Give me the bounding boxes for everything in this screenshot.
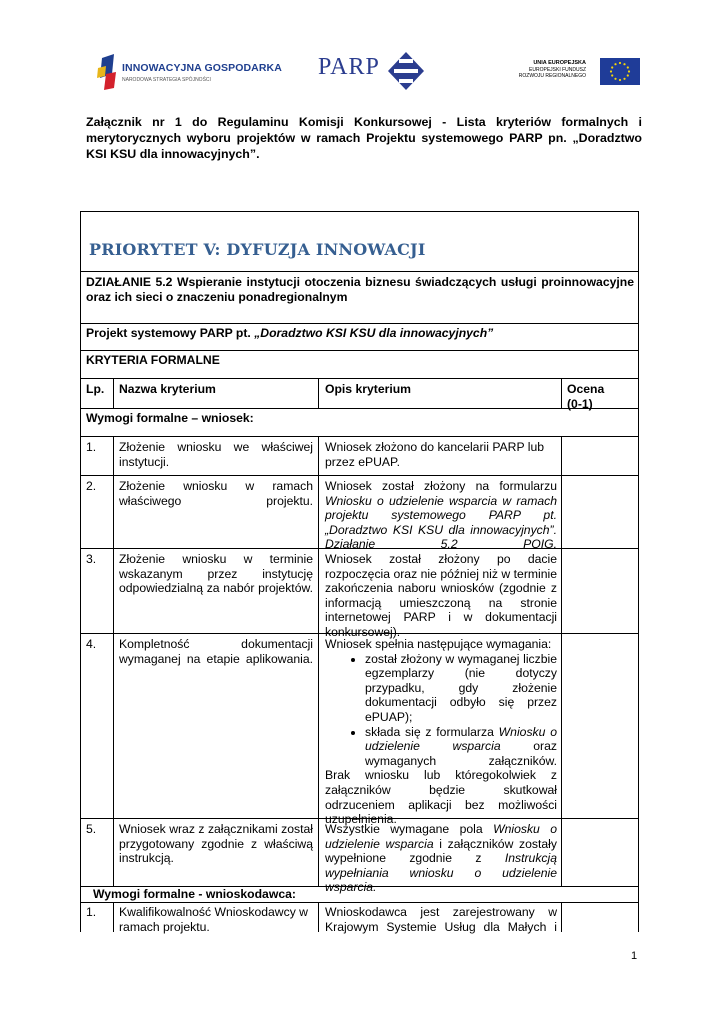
page-number: 1 xyxy=(631,950,638,962)
criterion-name: Kwalifikowalność Wnioskodawcy w ramach projektu. xyxy=(119,905,308,934)
column-divider xyxy=(318,436,319,886)
row-divider xyxy=(80,271,639,272)
column-divider xyxy=(561,436,562,886)
column-divider xyxy=(318,902,319,932)
row-number: 3. xyxy=(86,552,97,566)
score-label: Ocena xyxy=(567,382,605,396)
document-title: Załącznik nr 1 do Regulaminu Komisji Konkursowej - Lista kryteriów formalnych i merytorycznych wyboru projektów w ramach Projektu systemowego PARP pn. „Doradztwo KSI KSU dla innowacyjnych”. xyxy=(86,115,642,161)
criterion-description-outro: Brak wniosku lub któregokolwiek z załączników będzie skutkował odrzuceniem aplikacji bez możliwości uzupełnienia. xyxy=(325,768,557,827)
project-title xyxy=(86,326,634,341)
requirement-text: oraz wymaganych załączników. xyxy=(365,739,557,768)
eu-logo-line3: ROZWOJU REGIONALNEGO xyxy=(518,73,586,79)
ig-logo-line1: INNOWACYJNA GOSPODARKA xyxy=(122,62,282,74)
row-number: 4. xyxy=(86,637,97,651)
column-header-name: Nazwa kryterium xyxy=(119,382,216,396)
column-header-score xyxy=(567,382,633,411)
project-prefix: Projekt systemowy PARP pt. xyxy=(86,326,255,340)
row-divider xyxy=(80,323,639,324)
criterion-description-italic: Instrukcją wypełniania wniosku o udzielenie wsparcia. xyxy=(325,851,557,895)
criterion-description: Wniosek został złożony po dacie rozpoczęcia oraz nie później niż w terminie zakończenia naboru wniosków (zgodnie z informacją umieszczoną na stronie internetowej PARP i w dokumentacji konkursowej). xyxy=(325,552,557,639)
row-number: 1. xyxy=(86,905,97,919)
innowacyjna-gospodarka-logo xyxy=(96,54,286,94)
requirement-italic: Wniosku o udzielenie wsparcia xyxy=(365,724,557,754)
criterion-description-text: i załączników zostały wypełnione zgodnie z xyxy=(325,836,557,866)
requirement-item xyxy=(365,725,557,769)
column-divider xyxy=(561,378,562,408)
ig-logo-icon xyxy=(96,54,118,90)
row-number: 1. xyxy=(86,440,97,454)
criterion-description-italic: Wniosku o udzielenie wsparcia w ramach projektu systemowego PARP pt. „Doradztwo KSI KSU dla innowacyjnych”. Działanie 5.2 POIG. xyxy=(325,493,557,552)
column-divider xyxy=(561,902,562,932)
criterion-name: Kompletność dokumentacji wymaganej na etapie aplikowania. xyxy=(119,637,313,666)
eu-logo xyxy=(502,58,632,88)
eu-flag-icon xyxy=(600,58,640,85)
criterion-description-italic: Wniosku o udzielenie wsparcia xyxy=(325,822,558,851)
requirement-text: składa się z formularza xyxy=(365,724,499,739)
parp-logo xyxy=(318,50,438,94)
row-divider xyxy=(80,378,639,379)
priority-heading: PRIORYTET V: DYFUZJA INNOWACJI xyxy=(89,240,426,259)
ig-logo-line2: NARODOWA STRATEGIA SPÓJNOŚCI xyxy=(122,77,211,83)
parp-logo-text: PARP xyxy=(318,54,380,80)
column-divider xyxy=(113,378,114,408)
parp-logo-icon xyxy=(386,50,426,92)
criterion-description-intro: Wniosek spełnia następujące wymagania: xyxy=(325,637,552,651)
column-header-description: Opis kryterium xyxy=(325,382,412,396)
row-number: 5. xyxy=(86,822,97,836)
criterion-description xyxy=(325,822,557,895)
eu-logo-line1: UNIA EUROPEJSKA xyxy=(533,60,586,66)
row-divider xyxy=(80,902,639,903)
column-divider xyxy=(113,902,114,932)
criterion-description-text: Wszystkie wymagane pola xyxy=(325,822,494,836)
criterion-description: Wnioskodawca jest zarejestrowany w Krajowym Systemie Usług dla Małych i xyxy=(325,905,557,934)
column-divider xyxy=(113,436,114,886)
eu-logo-line2: EUROPEJSKI FUNDUSZ xyxy=(529,67,586,73)
row-divider xyxy=(80,350,639,351)
project-name: „Doradztwo KSI KSU dla innowacyjnych” xyxy=(254,326,494,340)
requirements-list xyxy=(325,652,557,769)
score-range: (0-1) xyxy=(567,396,593,411)
criterion-name: Złożenie wniosku w ramach właściwego projektu. xyxy=(119,479,313,508)
criterion-description: Wniosek złożono do kancelarii PARP lub przez ePUAP. xyxy=(325,440,545,469)
criterion-name: Złożenie wniosku we właściwej instytucji. xyxy=(119,440,313,469)
section-heading-applicant: Wymogi formalne - wnioskodawca: xyxy=(93,887,296,901)
criterion-description xyxy=(325,479,557,552)
logo-bar xyxy=(0,46,725,96)
criterion-name: Złożenie wniosku w terminie wskazanym przez instytucję odpowiedzialną za nabór projektów. xyxy=(119,552,313,596)
column-divider xyxy=(318,378,319,408)
action-description: DZIAŁANIE 5.2 Wspieranie instytucji otoczenia biznesu świadczących usługi proinnowacyjne oraz ich sieci o znaczeniu ponadregionalnym xyxy=(86,275,634,304)
criterion-description xyxy=(325,637,557,827)
row-divider xyxy=(80,408,639,409)
column-header-lp: Lp. xyxy=(86,382,105,396)
row-divider xyxy=(80,436,639,437)
criterion-name: Wniosek wraz z załącznikami został przygotowany zgodnie z właściwą instrukcją. xyxy=(119,822,313,866)
section-heading-application: Wymogi formalne – wniosek: xyxy=(86,411,254,425)
criterion-description-text: Wniosek został złożony na formularzu xyxy=(325,479,557,493)
requirement-item: • został złożony w wymaganej liczbie egzemplarzy (nie dotyczy przypadku, gdy złożenie dokumentacji odbyło się przez ePUAP); xyxy=(365,652,557,725)
row-divider xyxy=(80,475,639,476)
row-number: 2. xyxy=(86,479,97,493)
criteria-title: KRYTERIA FORMALNE xyxy=(86,353,220,367)
